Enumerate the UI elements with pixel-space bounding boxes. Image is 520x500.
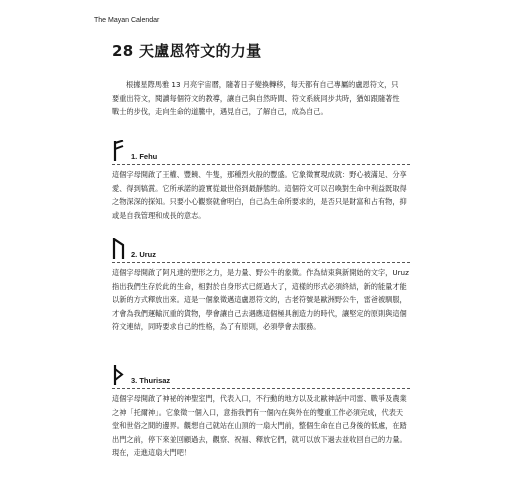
section-divider xyxy=(112,388,410,389)
rune-name: 1. Fehu xyxy=(131,152,158,161)
chapter-title: 28 天盧恩符文的力量 xyxy=(112,42,262,60)
section-divider xyxy=(112,262,410,263)
rune-description: 這個字母開啟了神祕的神聖室門，代表入口，不行動的地方以及北歐神話中司雷、戰爭及農業之神「托爾神」。它象徵一個入口，意指我們有一個內在與外在的雙重工作必須完成，代表天堂和世俗之間的邊界。觀想自己就站在山頂的一扇大門前，整個生命在自己身後的低處，在踏出門之前，停下來並回顧過去，觀察、祝福、釋放它們，就可以放下過去並收回自己的力量。現在，走進這扇大門吧！ xyxy=(112,394,407,457)
rune-name: 2. Uruz xyxy=(131,250,157,259)
fehu-rune-icon xyxy=(112,140,126,162)
thurisaz-rune-icon xyxy=(112,364,126,386)
rune-description: 這個字母開啟了王權、豐饒、牛隻，那種烈火般的豐盛。它象徵實現成就：野心被滿足、分享愛、得到犒賞。它所承諾的證實從最世俗到最靜態的。這個符文可以召喚對生命中利益既取得之物深深的探知。只要小心觀察就會明白，自己為生命所要求的，是否只是財富和占有物，抑或是自我管理和成長的意志。 xyxy=(112,170,407,220)
rune-heading-fehu xyxy=(112,140,410,162)
running-head: The Mayan Calendar xyxy=(94,17,160,24)
rune-name: 3. Thurisaz xyxy=(131,376,171,385)
section-divider xyxy=(112,164,410,165)
rune-heading-thurisaz xyxy=(112,364,410,386)
rune-description: 這個字母開啟了阿凡達的塑形之力，是力量、野公牛的象徵。作為結束與新開始的文字，Uruz 指出我們生存於此的生命，相對於自身形式已經過大了，這樣的形式必須終結，新的能量才能以新的方式釋放出來。這是一個象徵邁這盧恩符文的，古老符號是歐洲野公牛，雷爸被馴服，才會為我們運輸沉重的貨物，學會讓自己去遇應這個極具創造力的時代，讓堅定的原則與這個符文連結，同時要求自己的性格，為了有原則，必須學會去服務。 xyxy=(112,268,409,331)
intro-paragraph: 根據星際馬雅 13 月亮宇宙曆，隨著日子變換轉移，每天都有自己專屬的盧恩符文，只要重出符文，閱讀每個符文的教導，讓自己與自然時間、符文系統同步共時，猶如跟隨著性戰士的步伐，走向生命的道騰中，遇見自己，了解自己，成為自己。 xyxy=(112,80,400,116)
rune-heading-uruz xyxy=(112,238,410,260)
uruz-rune-icon xyxy=(112,238,126,260)
